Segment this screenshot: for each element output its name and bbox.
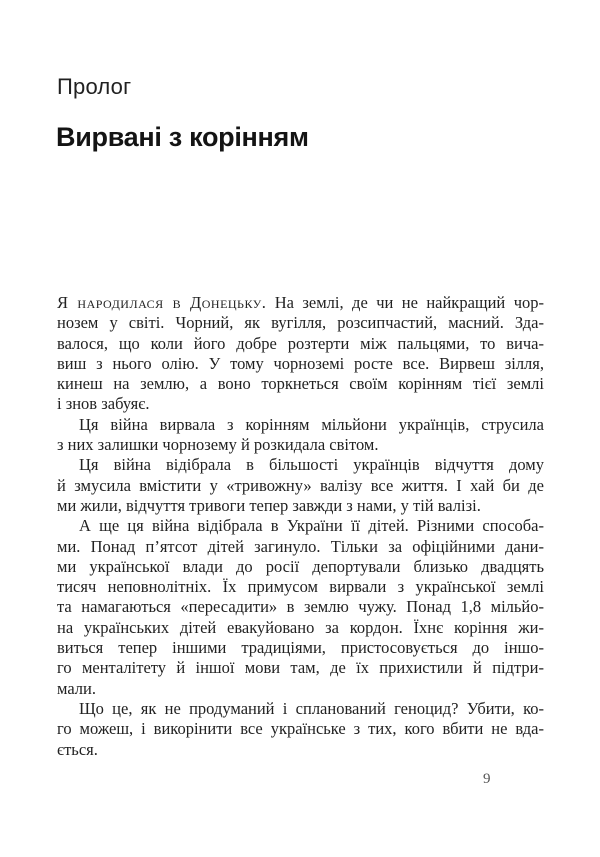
text-segment: Що це, як не продуманий і спланований геноцид? Убити, ко- [79, 698, 544, 718]
text-segment: А ще ця війна відібрала в України її дітей. Різними способа- [79, 516, 544, 536]
text-segment: тисяч неповнолітніх. Їх примусом вирвали з української землі [57, 577, 544, 597]
text-segment: На землі, де чи не найкращий чор- [266, 293, 544, 312]
chapter-title: Вирвані з корінням [56, 122, 309, 152]
text-line [57, 740, 544, 760]
text-line [57, 679, 544, 699]
text-segment: мали. [57, 678, 96, 698]
text-segment: нозем у світі. Чорний, як вугілля, розсипчастий, масний. Зда- [57, 313, 544, 333]
text-line [57, 293, 544, 313]
text-line [57, 455, 544, 475]
text-line [57, 516, 544, 536]
text-segment: ми. Понад п’ятсот дітей загинуло. Тільки за офіційними дани- [57, 536, 544, 556]
text-line [57, 394, 544, 414]
text-segment: ється. [57, 739, 98, 759]
text-line [57, 334, 544, 354]
text-line [57, 415, 544, 435]
text-segment: Ця війна вирвала з корінням мільйони українців, струсила [79, 414, 544, 434]
text-segment: го менталітету й іншої мови там, де їх прихистили й підтри- [57, 658, 544, 678]
text-line [57, 496, 544, 516]
text-segment: го можеш, і викорінити все українське з тих, кого вбити не вда- [57, 719, 544, 739]
text-line [57, 537, 544, 557]
text-segment: ми жили, відчуття тривоги тепер завжди з нами, у тій валізі. [57, 495, 481, 515]
text-line [57, 374, 544, 394]
small-caps-lead: Я народилася в Донецьку. [57, 293, 267, 312]
text-segment: кинеш на землю, а воно торкнеться своїм корінням тієї землі [57, 374, 544, 394]
text-segment: і знов забуяє. [57, 394, 150, 414]
text-segment: та намагаються «пересадити» в землю чужу. Понад 1,8 мільйо- [57, 597, 544, 617]
body-text [57, 293, 544, 760]
text-line [57, 658, 544, 678]
text-line [57, 557, 544, 577]
text-segment: з них залишки чорнозему й розкидала світом. [57, 435, 379, 455]
chapter-kicker: Пролог [57, 74, 132, 99]
text-line [57, 618, 544, 638]
text-segment: Ця війна відібрала в більшості українців відчуття дому [79, 455, 544, 475]
text-line [57, 435, 544, 455]
page-number: 9 [483, 771, 491, 787]
text-line [57, 719, 544, 739]
text-segment: ми української влади до росії депортували близько двадцять [57, 556, 544, 576]
text-line [57, 354, 544, 374]
text-segment: валося, що коли його добре розтерти між пальцями, то вича- [57, 333, 544, 353]
text-line [57, 597, 544, 617]
text-segment: виться тепер іншими традиціями, пристосовується до іншо- [57, 638, 544, 658]
text-line [57, 313, 544, 333]
text-line [57, 699, 544, 719]
text-line [57, 638, 544, 658]
text-segment: на українських дітей евакуйовано за кордон. Їхнє коріння жи- [57, 617, 544, 637]
text-segment: й змусила вмістити у «тривожну» валізу все життя. І хай би де [57, 475, 544, 495]
text-line [57, 577, 544, 597]
text-segment: виш з нього олію. У тому чорноземі росте все. Вирвеш зілля, [57, 353, 544, 373]
text-line [57, 476, 544, 496]
